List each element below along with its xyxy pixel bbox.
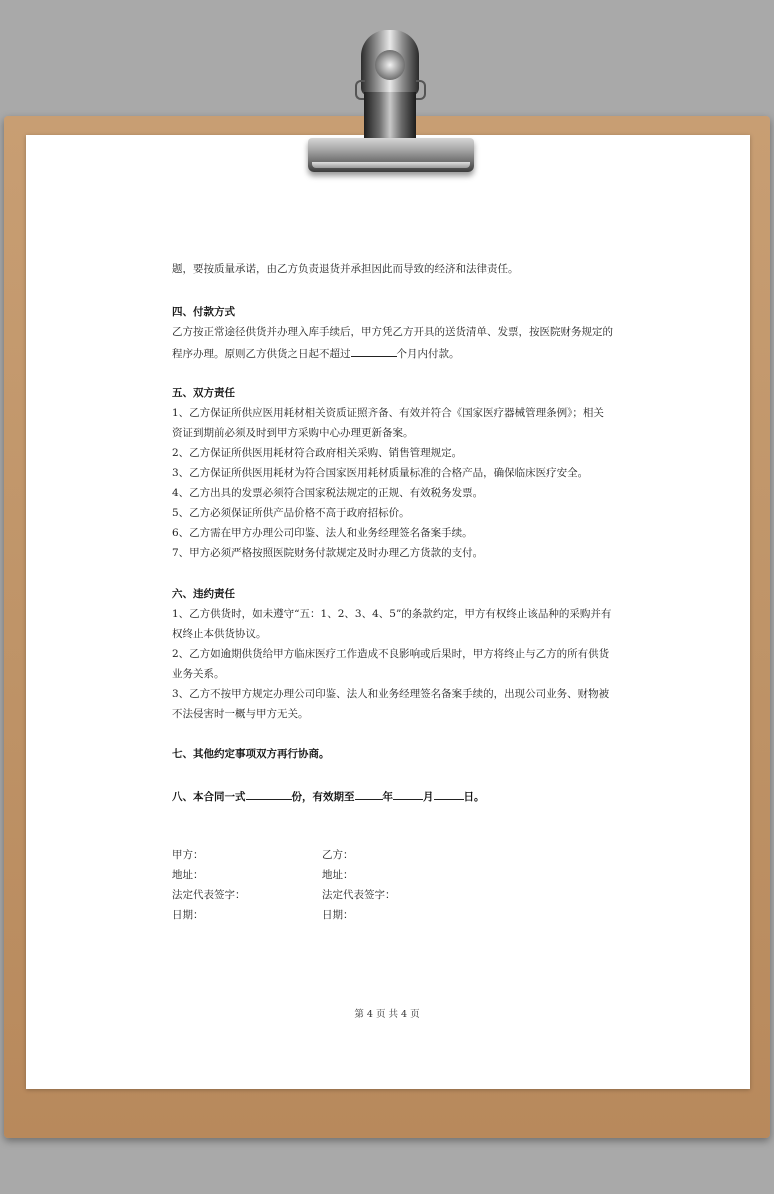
text-line: 4、乙方出具的发票必须符合国家税法规定的正规、有效税务发票。 xyxy=(172,487,484,499)
text-segment: 程序办理。原则乙方供货之日起不超过 xyxy=(172,348,351,360)
party-b-label: 乙方： xyxy=(322,849,354,861)
party-b-representative: 法定代表签字： xyxy=(322,889,396,901)
party-b-date: 日期： xyxy=(322,909,354,921)
party-a-date: 日期： xyxy=(172,909,204,921)
text-segment: 份，有效期至 xyxy=(291,791,355,803)
text-line: 1、乙方保证所供应医用耗材相关资质证照齐备、有效并符合《国家医疗器械管理条例》；相关 xyxy=(172,407,604,419)
text-segment: 月 xyxy=(423,791,434,803)
section-heading-other: 七、其他约定事项双方再行协商。 xyxy=(172,748,330,760)
section-heading-payment: 四、付款方式 xyxy=(172,306,235,318)
text-line xyxy=(172,345,460,361)
text-line: 不法侵害时一概与甲方无关。 xyxy=(172,708,309,720)
blank-day xyxy=(434,788,464,800)
blank-copies xyxy=(246,788,292,800)
page-number-footer: 第 4 页 共 4 页 xyxy=(354,1009,420,1020)
blank-month xyxy=(393,788,423,800)
party-b-address: 地址： xyxy=(322,869,354,881)
text-line: 6、乙方需在甲方办理公司印鉴、法人和业务经理签名备案手续。 xyxy=(172,527,473,539)
binder-clip-hole xyxy=(375,50,405,80)
party-a-label: 甲方： xyxy=(172,849,204,861)
text-segment: 八、本合同一式 xyxy=(172,791,246,803)
section-heading-responsibilities: 五、双方责任 xyxy=(172,387,235,399)
party-a-representative: 法定代表签字： xyxy=(172,889,246,901)
text-line: 1、乙方供货时，如未遵守“五：1、2、3、4、5”的条款约定，甲方有权终止该品种的采购并有 xyxy=(172,608,612,620)
text-line: 资证到期前必须及时到甲方采购中心办理更新备案。 xyxy=(172,427,414,439)
text-line: 题，要按质量承诺，由乙方负责退货并承担因此而导致的经济和法律责任。 xyxy=(172,263,519,275)
text-segment: 个月内付款。 xyxy=(396,348,460,360)
text-segment: 日。 xyxy=(463,791,485,803)
binder-clip-wire-right xyxy=(416,80,426,100)
blank-months xyxy=(351,345,397,357)
text-segment: 年 xyxy=(382,791,393,803)
text-line: 权终止本供货协议。 xyxy=(172,628,267,640)
text-line: 2、乙方如逾期供货给甲方临床医疗工作造成不良影响或后果时，甲方将终止与乙方的所有供货 xyxy=(172,648,610,660)
text-line: 业务关系。 xyxy=(172,668,225,680)
text-line: 3、乙方保证所供医用耗材为符合国家医用耗材质量标准的合格产品，确保临床医疗安全。 xyxy=(172,467,589,479)
text-line: 7、甲方必须严格按照医院财务付款规定及时办理乙方货款的支付。 xyxy=(172,547,484,559)
text-line: 2、乙方保证所供医用耗材符合政府相关采购、销售管理规定。 xyxy=(172,447,463,459)
blank-year xyxy=(355,788,383,800)
party-a-address: 地址： xyxy=(172,869,204,881)
binder-clip-base-edge xyxy=(312,162,470,168)
section-heading-breach: 六、违约责任 xyxy=(172,588,235,600)
section-heading-copies xyxy=(172,788,485,804)
text-line: 3、乙方不按甲方规定办理公司印鉴、法人和业务经理签名备案手续的，出现公司业务、财物被 xyxy=(172,688,610,700)
text-line: 乙方按正常途径供货并办理入库手续后，甲方凭乙方开具的送货清单、发票，按医院财务规定的 xyxy=(172,326,613,338)
text-line: 5、乙方必须保证所供产品价格不高于政府招标价。 xyxy=(172,507,410,519)
binder-clip-neck xyxy=(364,92,416,142)
